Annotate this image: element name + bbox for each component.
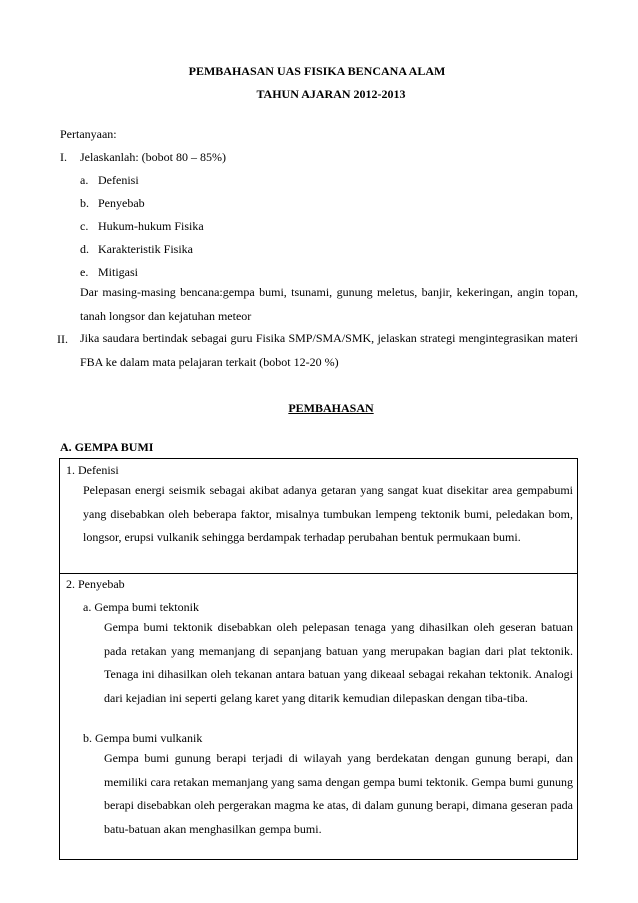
item-2-label: 2. Penyebab — [66, 577, 125, 591]
question-2-text: Jika saudara bertindak sebagai guru Fisika SMP/SMA/SMK, jelaskan strategi mengintegrasikan materi FBA ke dalam mata pelajaran terkait (bobot 12-20 %) — [80, 331, 578, 369]
question-1-text: Jelaskanlah: (bobot 80 – 85%) — [80, 150, 226, 164]
question-1-item-mark: a. — [80, 173, 89, 187]
question-1-item-mark: d. — [80, 242, 89, 256]
document-subtitle: TAHUN AJARAN 2012-2013 — [256, 87, 406, 101]
question-1-item-mark: b. — [80, 196, 89, 210]
question-1-item: Defenisi — [98, 173, 139, 187]
questions-label: Pertanyaan: — [60, 127, 117, 141]
question-1-item: Mitigasi — [98, 265, 139, 279]
item-1-label: 1. Defenisi — [66, 463, 119, 477]
item-2b-text: Gempa bumi gunung berapi terjadi di wilayah yang berdekatan dengan gunung berapi, dan memiliki cara retakan memanjang yang sama dengan gempa bumi tektonik. Gempa bumi gunung berapi disebabkan oleh pergerakan magma ke atas, di dalam gunung berapi, dimana geseran pada batu-batuan akan menghasilkan gempa bumi. — [104, 751, 573, 836]
item-2a-text: Gempa bumi tektonik disebabkan oleh pelepasan tenaga yang dihasilkan oleh geseran batuan pada retakan yang memanjang di sepanjang batuan yang merupakan bagian dari plat tektonik. Tenaga ini dihasilkan oleh tekanan antara batuan yang dikeaal sebagai rekahan tektonik. Analogi dari kejadian ini seperti gelang karet yang ditarik kemudian dilepaskan dengan tiba-tiba. — [104, 620, 573, 705]
question-2-number: II. — [57, 332, 68, 346]
question-1-number: I. — [60, 150, 67, 164]
item-2a-label: a. Gempa bumi tektonik — [83, 600, 199, 614]
question-1-note: Dar masing-masing bencana:gempa bumi, tsunami, gunung meletus, banjir, kekeringan, angin topan, tanah longsor dan kejatuhan meteor — [80, 285, 578, 323]
question-1-item: Karakteristik Fisika — [98, 242, 193, 256]
question-1-item-mark: c. — [80, 219, 89, 233]
document-title: PEMBAHASAN UAS FISIKA BENCANA ALAM — [188, 64, 446, 78]
item-1-text: Pelepasan energi seismik sebagai akibat adanya getaran yang sangat kuat disekitar area gempabumi yang disebabkan oleh beberapa faktor, misalnya tumbukan lempeng tektonik bumi, peledakan bom, longsor, erupsi vulkanik sehingga berdampak terhadap perubahan bentuk permukaan bumi. — [83, 483, 573, 544]
item-2b-label: b. Gempa bumi vulkanik — [83, 731, 203, 745]
question-1-item-mark: e. — [80, 265, 89, 279]
section-a-heading: A. GEMPA BUMI — [60, 440, 154, 454]
question-1-item: Penyebab — [98, 196, 145, 210]
question-1-item: Hukum-hukum Fisika — [98, 219, 204, 233]
discussion-heading: PEMBAHASAN — [288, 401, 374, 415]
